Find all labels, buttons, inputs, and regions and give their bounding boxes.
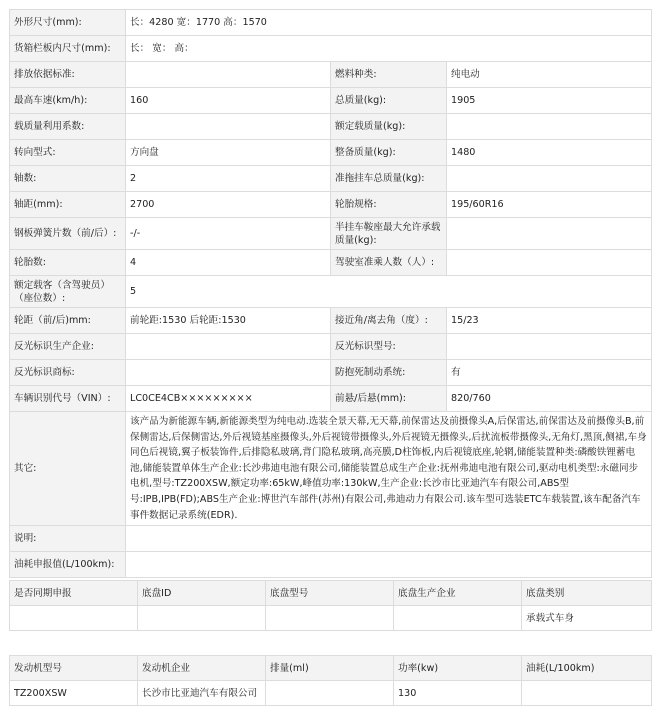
spec-value: 前轮距:1530 后轮距:1530 <box>126 308 331 334</box>
spec-label: 整备质量(kg): <box>331 140 447 166</box>
spec-value: 方向盘 <box>126 140 331 166</box>
spec-value: 195/60R16 <box>447 192 652 218</box>
spec-value: 160 <box>126 88 331 114</box>
chassis-cell <box>394 606 522 631</box>
engine-header-cell: 油耗(L/100km) <box>522 656 652 681</box>
spec-row <box>10 386 652 412</box>
fuel-consumption-label: 油耗申报值(L/100km): <box>10 552 126 578</box>
chassis-cell <box>266 606 394 631</box>
spec-value <box>126 360 331 386</box>
spec-value: 820/760 <box>447 386 652 412</box>
other-text: 该产品为新能源车辆,新能源类型为纯电动.选装全景天幕,无天幕,前保雷达及前摄像头A,后保雷达,前保雷达及前摄像头B,前保侧雷达,后保侧雷达,外后视镜基座摄像头,外后视镜带摄像头,外后视镜无摄像头,后扰流板带摄像头,无角灯,黑顶,侧裙,车身同色后视镜,翼子板装饰件,后排隐私玻璃,背门隐私玻璃,高亮膜,D柱饰板,内后视镜底座,轮辋,储能装置种类:磷酸铁锂蓄电池,储能装置单体生产企业:长沙弗迪电池有限公司,储能装置总成生产企业:抚州弗迪电池有限公司,驱动电机类型:永磁同步电机,型号:TZ200XSW,额定功率:65kW,峰值功率:130kW,生产企业:长沙市比亚迪汽车有限公司,ABS型号:IPB,IPB(FD);ABS生产企业:博世汽车部件(苏州)有限公司,弗迪动力有限公司.该车型可选装ETC车载装置,该车配备汽车事件数据记录系统(EDR). <box>126 412 652 526</box>
spec-row <box>10 218 652 250</box>
spec-value: 长：4280 宽：1770 高：1570 <box>126 10 652 36</box>
spec-label: 接近角/离去角（度）: <box>331 308 447 334</box>
spec-value <box>126 114 331 140</box>
spec-label: 排放依据标准: <box>10 62 126 88</box>
engine-table <box>9 655 652 706</box>
spec-value: 2700 <box>126 192 331 218</box>
spec-label: 载质量利用系数: <box>10 114 126 140</box>
spec-label: 燃料种类: <box>331 62 447 88</box>
spec-value <box>447 114 652 140</box>
chassis-header-cell: 是否同期申报 <box>10 581 138 606</box>
note-value <box>126 526 652 552</box>
spec-label: 半挂车鞍座最大允许承载质量(kg): <box>331 218 447 250</box>
spec-value <box>447 250 652 276</box>
spec-row <box>10 88 652 114</box>
spec-row <box>10 250 652 276</box>
spec-label: 轮胎规格: <box>331 192 447 218</box>
spec-value: 有 <box>447 360 652 386</box>
engine-cell: 长沙市比亚迪汽车有限公司 <box>138 681 266 706</box>
spec-row <box>10 36 652 62</box>
chassis-cell <box>138 606 266 631</box>
spec-value: 4 <box>126 250 331 276</box>
spec-label: 前悬/后悬(mm): <box>331 386 447 412</box>
spec-row <box>10 114 652 140</box>
spec-label: 反光标识商标: <box>10 360 126 386</box>
spec-value <box>126 62 331 88</box>
spec-label: 车辆识别代号（VIN）: <box>10 386 126 412</box>
engine-cell: 130 <box>394 681 522 706</box>
chassis-cell: 承载式车身 <box>522 606 652 631</box>
spec-row <box>10 10 652 36</box>
spec-label: 额定载质量(kg): <box>331 114 447 140</box>
spec-row <box>10 276 652 308</box>
spec-label: 反光标识生产企业: <box>10 334 126 360</box>
spec-label: 反光标识型号: <box>331 334 447 360</box>
spec-value: 1905 <box>447 88 652 114</box>
spec-value: 纯电动 <box>447 62 652 88</box>
spec-value: -/- <box>126 218 331 250</box>
spec-label: 最高车速(km/h): <box>10 88 126 114</box>
engine-cell <box>266 681 394 706</box>
chassis-cell <box>10 606 138 631</box>
spec-label: 外形尺寸(mm): <box>10 10 126 36</box>
spec-value <box>447 218 652 250</box>
spec-row <box>10 166 652 192</box>
spec-value: 1480 <box>447 140 652 166</box>
chassis-table <box>9 580 652 631</box>
spec-label: 转向型式: <box>10 140 126 166</box>
chassis-header-cell: 底盘型号 <box>266 581 394 606</box>
spec-value: LC0CE4CB××××××××× <box>126 386 331 412</box>
engine-header-cell: 发动机企业 <box>138 656 266 681</box>
spec-value: 15/23 <box>447 308 652 334</box>
spec-row <box>10 360 652 386</box>
spec-row <box>10 140 652 166</box>
engine-header-cell: 排量(ml) <box>266 656 394 681</box>
spec-label: 轮距（前/后)mm: <box>10 308 126 334</box>
spec-value: 5 <box>126 276 652 308</box>
spec-label: 轴距(mm): <box>10 192 126 218</box>
spec-label: 准拖挂车总质量(kg): <box>331 166 447 192</box>
chassis-header-cell: 底盘类别 <box>522 581 652 606</box>
spec-row <box>10 334 652 360</box>
spec-label: 总质量(kg): <box>331 88 447 114</box>
spec-label: 货箱栏板内尺寸(mm): <box>10 36 126 62</box>
engine-header-cell: 功率(kw) <box>394 656 522 681</box>
spec-value: 长： 宽： 高： <box>126 36 652 62</box>
spec-label: 轮胎数: <box>10 250 126 276</box>
spec-value <box>126 334 331 360</box>
spec-value: 2 <box>126 166 331 192</box>
note-label: 说明: <box>10 526 126 552</box>
engine-cell <box>522 681 652 706</box>
spec-label: 防抱死制动系统: <box>331 360 447 386</box>
engine-header-cell: 发动机型号 <box>10 656 138 681</box>
spec-value <box>447 166 652 192</box>
other-label: 其它: <box>10 412 126 526</box>
spec-label: 额定载客（含驾驶员）（座位数）: <box>10 276 126 308</box>
spec-row <box>10 192 652 218</box>
vehicle-parameter-table <box>9 9 652 578</box>
spec-label: 驾驶室准乘人数（人）: <box>331 250 447 276</box>
spec-label: 钢板弹簧片数（前/后）: <box>10 218 126 250</box>
chassis-header-cell: 底盘生产企业 <box>394 581 522 606</box>
spec-label: 轴数: <box>10 166 126 192</box>
engine-cell: TZ200XSW <box>10 681 138 706</box>
chassis-header-cell: 底盘ID <box>138 581 266 606</box>
spec-value <box>447 334 652 360</box>
spec-row <box>10 62 652 88</box>
spec-row <box>10 308 652 334</box>
fuel-consumption-value <box>126 552 652 578</box>
